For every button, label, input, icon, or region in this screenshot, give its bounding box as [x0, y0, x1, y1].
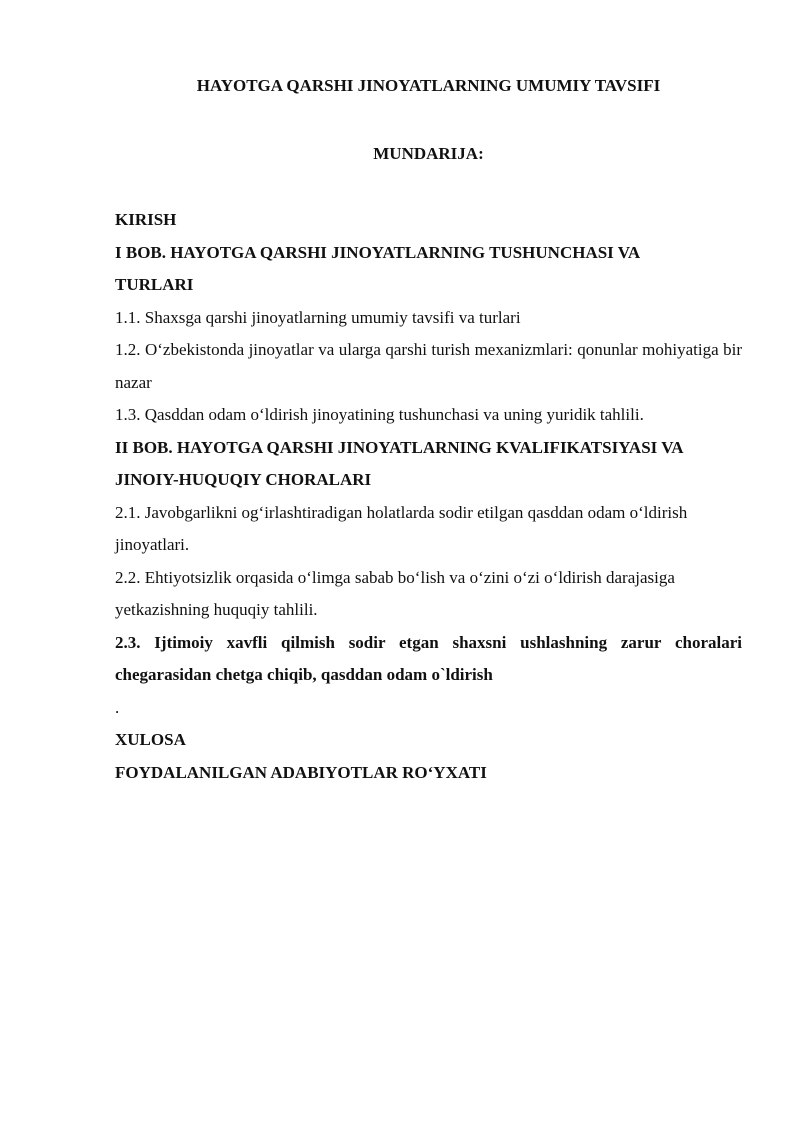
toc-entry-dot: .: [115, 697, 120, 717]
document-title: HAYOTGA QARSHI JINOYATLARNING UMUMIY TAVSIFI: [196, 76, 661, 95]
toc-heading: MUNDARIJA:: [373, 144, 484, 163]
toc-entry-section-2-1: 2.1. Javobgarlikni og‘irlashtiradigan holatlarda sodir etilgan qasddan odam o‘ldirish jinoyatlari.: [115, 502, 688, 554]
toc-entry-section-1-2: 1.2. O‘zbekistonda jinoyatlar va ularga qarshi turish mexanizmlari: qonunlar mohiyatiga bir nazar: [115, 340, 742, 392]
toc-entry-section-1-3: 1.3. Qasddan odam o‘ldirish jinoyatining tushunchasi va uning yuridik tahlili.: [115, 405, 644, 424]
table-of-contents: [115, 204, 742, 789]
toc-entry-bibliography: FOYDALANILGAN ADABIYOTLAR RO‘YXATI: [115, 762, 487, 782]
toc-entry-chapter-1: I BOB. HAYOTGA QARSHI JINOYATLARNING TUSHUNCHASI VA TURLARI: [115, 242, 640, 294]
toc-entry-introduction: KIRISH: [115, 210, 177, 229]
toc-entry-section-2-3: 2.3. Ijtimoiy xavfli qilmish sodir etgan shaxsni ushlashning zarur choralari chegarasidan chetga chiqib, qasddan odam o`ldirish: [115, 632, 742, 684]
toc-entry-conclusion: XULOSA: [115, 730, 186, 749]
toc-entry-section-1-1: 1.1. Shaxsga qarshi jinoyatlarning umumiy tavsifi va turlari: [115, 307, 521, 327]
toc-entry-section-2-2: 2.2. Ehtiyotsizlik orqasida o‘limga sabab bo‘lish va o‘zini o‘zi o‘ldirish darajasiga yetkazishning huquqiy tahlili.: [115, 567, 675, 619]
document-page: [115, 0, 742, 1131]
toc-entry-chapter-2: II BOB. HAYOTGA QARSHI JINOYATLARNING KVALIFIKATSIYASI VA JINOIY-HUQUQIY CHORALARI: [115, 437, 683, 489]
